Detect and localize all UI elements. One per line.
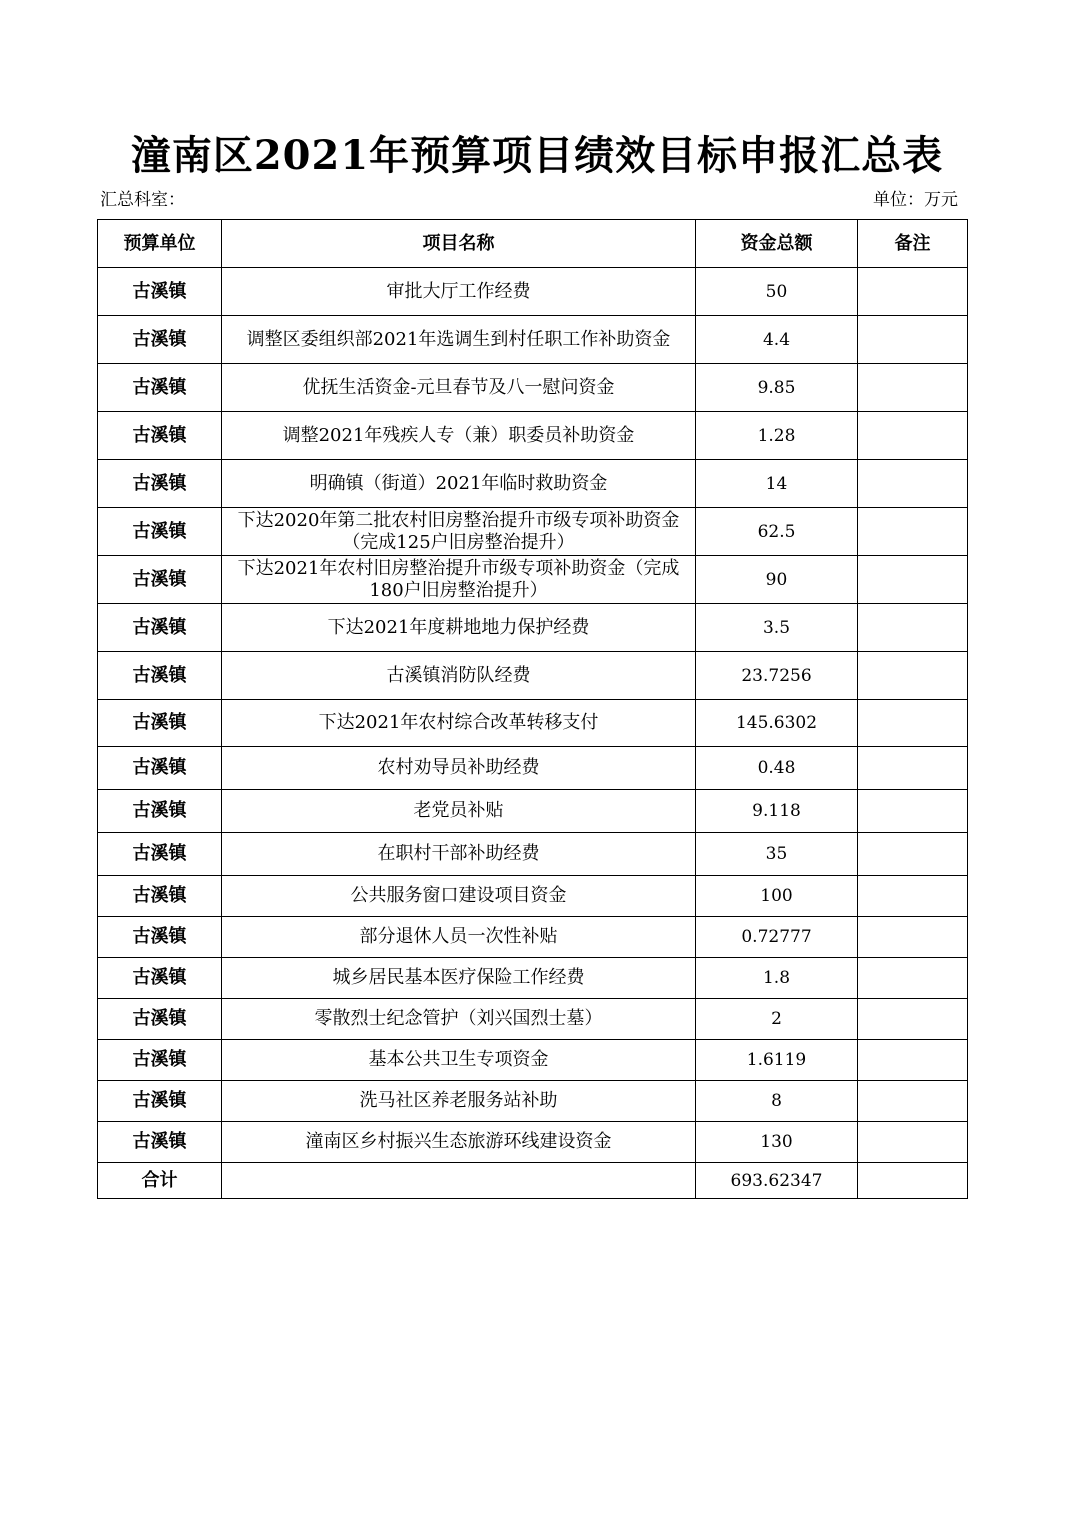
cell-amount: 4.4: [696, 316, 858, 364]
cell-remarks: [858, 508, 968, 556]
cell-project-name: 下达2021年度耕地地力保护经费: [222, 604, 696, 652]
cell-budget-unit: 古溪镇: [98, 412, 222, 460]
unit-label: 单位：万元: [873, 190, 958, 210]
cell-remarks: [858, 1122, 968, 1163]
table-row: [98, 412, 968, 460]
cell-project-name: 农村劝导员补助经费: [222, 747, 696, 790]
table-row: [98, 999, 968, 1040]
cell-project-name: 调整区委组织部2021年选调生到村任职工作补助资金: [222, 316, 696, 364]
table-row: [98, 747, 968, 790]
cell-amount: 90: [696, 556, 858, 604]
cell-remarks: [858, 700, 968, 747]
cell-total-name: [222, 1163, 696, 1199]
cell-amount: 9.85: [696, 364, 858, 412]
cell-budget-unit: 古溪镇: [98, 833, 222, 876]
cell-budget-unit: 古溪镇: [98, 460, 222, 508]
cell-remarks: [858, 412, 968, 460]
cell-budget-unit: 古溪镇: [98, 1040, 222, 1081]
cell-total-remarks: [858, 1163, 968, 1199]
table-row: [98, 876, 968, 917]
cell-budget-unit: 古溪镇: [98, 268, 222, 316]
cell-amount: 145.6302: [696, 700, 858, 747]
cell-project-name: 审批大厅工作经费: [222, 268, 696, 316]
cell-budget-unit: 古溪镇: [98, 316, 222, 364]
cell-amount: 50: [696, 268, 858, 316]
cell-project-name: 公共服务窗口建设项目资金: [222, 876, 696, 917]
cell-budget-unit: 古溪镇: [98, 790, 222, 833]
cell-amount: 23.7256: [696, 652, 858, 700]
table-row: [98, 604, 968, 652]
cell-amount: 1.6119: [696, 1040, 858, 1081]
table-header-row: [98, 220, 968, 268]
cell-remarks: [858, 917, 968, 958]
cell-project-name: 城乡居民基本医疗保险工作经费: [222, 958, 696, 999]
cell-budget-unit: 古溪镇: [98, 364, 222, 412]
cell-remarks: [858, 999, 968, 1040]
table-row: [98, 508, 968, 556]
cell-budget-unit: 古溪镇: [98, 747, 222, 790]
cell-project-name: 下达2021年农村综合改革转移支付: [222, 700, 696, 747]
cell-budget-unit: 古溪镇: [98, 958, 222, 999]
cell-budget-unit: 古溪镇: [98, 604, 222, 652]
cell-remarks: [858, 364, 968, 412]
summary-department-label: 汇总科室：: [100, 190, 185, 210]
table-row: [98, 652, 968, 700]
cell-remarks: [858, 1081, 968, 1122]
table-row: [98, 700, 968, 747]
cell-total-label: 合计: [98, 1163, 222, 1199]
cell-budget-unit: 古溪镇: [98, 999, 222, 1040]
table-row: [98, 790, 968, 833]
cell-remarks: [858, 747, 968, 790]
cell-amount: 35: [696, 833, 858, 876]
cell-project-name: 部分退休人员一次性补贴: [222, 917, 696, 958]
header-total-amount: 资金总额: [696, 220, 858, 268]
cell-budget-unit: 古溪镇: [98, 1122, 222, 1163]
cell-remarks: [858, 1040, 968, 1081]
cell-remarks: [858, 556, 968, 604]
table-row: [98, 268, 968, 316]
cell-remarks: [858, 790, 968, 833]
cell-budget-unit: 古溪镇: [98, 556, 222, 604]
cell-budget-unit: 古溪镇: [98, 1081, 222, 1122]
cell-amount: 100: [696, 876, 858, 917]
cell-remarks: [858, 876, 968, 917]
cell-project-name: 下达2021年农村旧房整治提升市级专项补助资金（完成180户旧房整治提升）: [222, 556, 696, 604]
cell-project-name: 潼南区乡村振兴生态旅游环线建设资金: [222, 1122, 696, 1163]
cell-budget-unit: 古溪镇: [98, 917, 222, 958]
page-title: 潼南区2021年预算项目绩效目标申报汇总表: [130, 132, 944, 179]
cell-project-name: 调整2021年残疾人专（兼）职委员补助资金: [222, 412, 696, 460]
table-row: [98, 316, 968, 364]
table-row: [98, 556, 968, 604]
cell-project-name: 零散烈士纪念管护（刘兴国烈士墓）: [222, 999, 696, 1040]
cell-amount: 9.118: [696, 790, 858, 833]
cell-budget-unit: 古溪镇: [98, 876, 222, 917]
cell-remarks: [858, 958, 968, 999]
table-row: [98, 364, 968, 412]
cell-amount: 130: [696, 1122, 858, 1163]
cell-amount: 0.48: [696, 747, 858, 790]
header-budget-unit: 预算单位: [98, 220, 222, 268]
header-remarks: 备注: [858, 220, 968, 268]
table-row: [98, 917, 968, 958]
cell-amount: 1.28: [696, 412, 858, 460]
cell-remarks: [858, 604, 968, 652]
table-row: [98, 833, 968, 876]
table-row: [98, 958, 968, 999]
cell-amount: 3.5: [696, 604, 858, 652]
cell-budget-unit: 古溪镇: [98, 700, 222, 747]
cell-amount: 8: [696, 1081, 858, 1122]
table-total-row: [98, 1163, 968, 1199]
cell-project-name: 洗马社区养老服务站补助: [222, 1081, 696, 1122]
cell-total-amount: 693.62347: [696, 1163, 858, 1199]
cell-budget-unit: 古溪镇: [98, 652, 222, 700]
cell-project-name: 基本公共卫生专项资金: [222, 1040, 696, 1081]
cell-remarks: [858, 268, 968, 316]
table-row: [98, 1040, 968, 1081]
cell-remarks: [858, 833, 968, 876]
cell-project-name: 老党员补贴: [222, 790, 696, 833]
cell-project-name: 优抚生活资金-元旦春节及八一慰问资金: [222, 364, 696, 412]
cell-amount: 2: [696, 999, 858, 1040]
cell-remarks: [858, 652, 968, 700]
cell-project-name: 下达2020年第二批农村旧房整治提升市级专项补助资金（完成125户旧房整治提升）: [222, 508, 696, 556]
cell-project-name: 古溪镇消防队经费: [222, 652, 696, 700]
summary-table: [97, 219, 968, 1199]
cell-amount: 14: [696, 460, 858, 508]
table-row: [98, 1122, 968, 1163]
cell-remarks: [858, 316, 968, 364]
cell-project-name: 明确镇（街道）2021年临时救助资金: [222, 460, 696, 508]
cell-amount: 1.8: [696, 958, 858, 999]
table-row: [98, 460, 968, 508]
cell-amount: 0.72777: [696, 917, 858, 958]
cell-remarks: [858, 460, 968, 508]
table-row: [98, 1081, 968, 1122]
cell-project-name: 在职村干部补助经费: [222, 833, 696, 876]
cell-budget-unit: 古溪镇: [98, 508, 222, 556]
cell-amount: 62.5: [696, 508, 858, 556]
header-project-name: 项目名称: [222, 220, 696, 268]
